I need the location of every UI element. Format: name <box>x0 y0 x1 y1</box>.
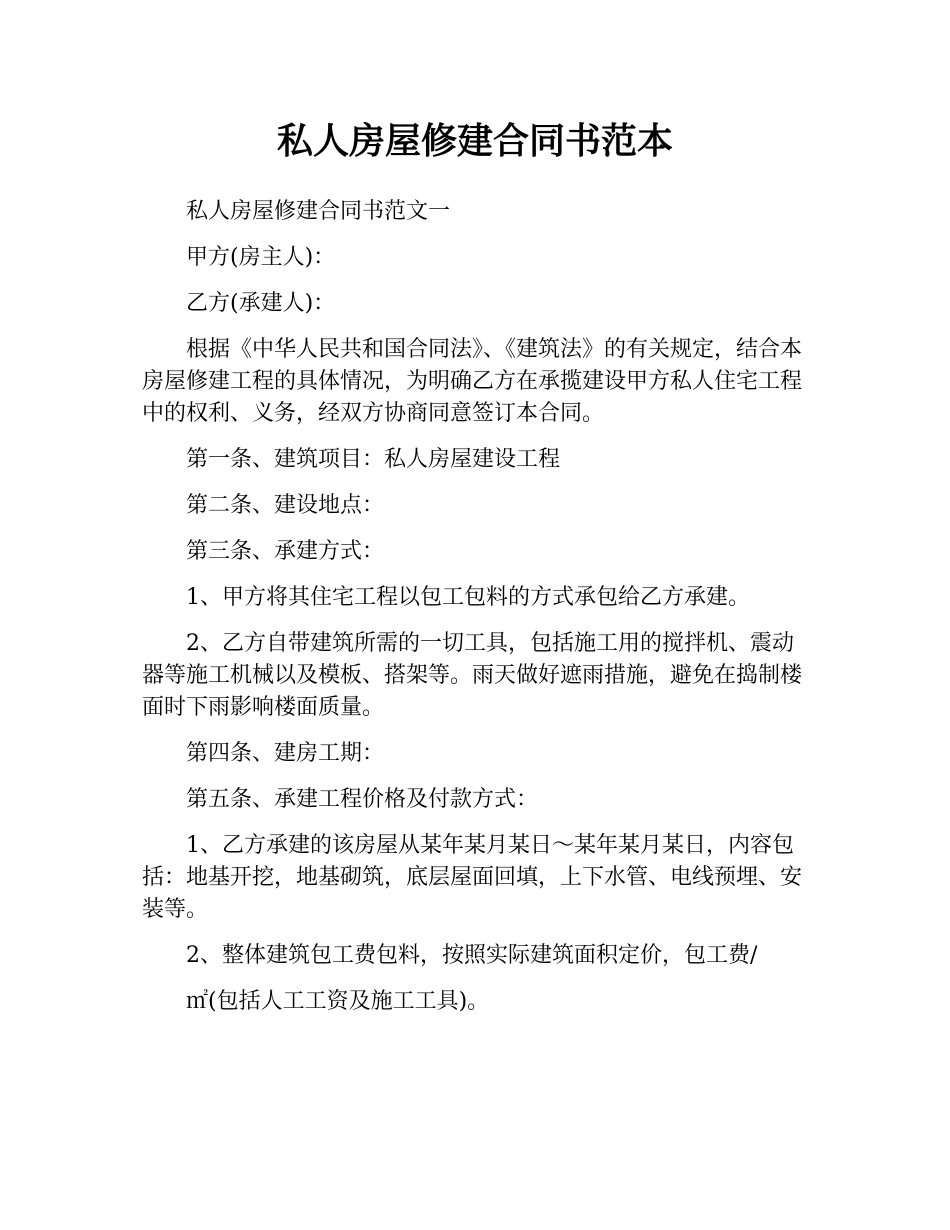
paragraph: 第五条、承建工程价格及付款方式： <box>186 787 539 812</box>
document-title: 私人房屋修建合同书范本 <box>276 121 673 162</box>
paragraph: 2、整体建筑包工费包料，按照实际建筑面积定价，包工费/ <box>186 943 758 968</box>
paragraph: 第四条、建房工期： <box>186 741 385 766</box>
paragraph: 乙方(承建人)： <box>186 291 336 316</box>
document-body <box>142 196 814 1032</box>
paragraph: 甲方(房主人)： <box>186 245 336 270</box>
paragraph: 根据《中华人民共和国合同法》、《建筑法》的有关规定，结合本房屋修建工程的具体情况，为明确乙方在承揽建设甲方私人住宅工程中的权利、义务，经双方协商同意签订本合同。 <box>142 337 803 426</box>
paragraph: 第三条、承建方式： <box>186 539 385 564</box>
paragraph: 1、甲方将其住宅工程以包工包料的方式承包给乙方承建。 <box>186 585 750 610</box>
paragraph: 第二条、建设地点： <box>186 493 385 518</box>
paragraph: 第一条、建筑项目：私人房屋建设工程 <box>186 447 561 472</box>
paragraph: 2、乙方自带建筑所需的一切工具，包括施工用的搅拌机、震动器等施工机械以及模板、搭架等。雨天做好遮雨措施，避免在捣制楼面时下雨影响楼面质量。 <box>142 631 803 720</box>
paragraph: 1、乙方承建的该房屋从某年某月某日～某年某月某日，内容包括：地基开挖，地基砌筑，底层屋面回填，上下水管、电线预埋、安装等。 <box>142 833 803 922</box>
paragraph: ㎡(包括人工工资及施工工具)。 <box>186 989 490 1014</box>
paragraph: 私人房屋修建合同书范文一 <box>186 199 451 224</box>
